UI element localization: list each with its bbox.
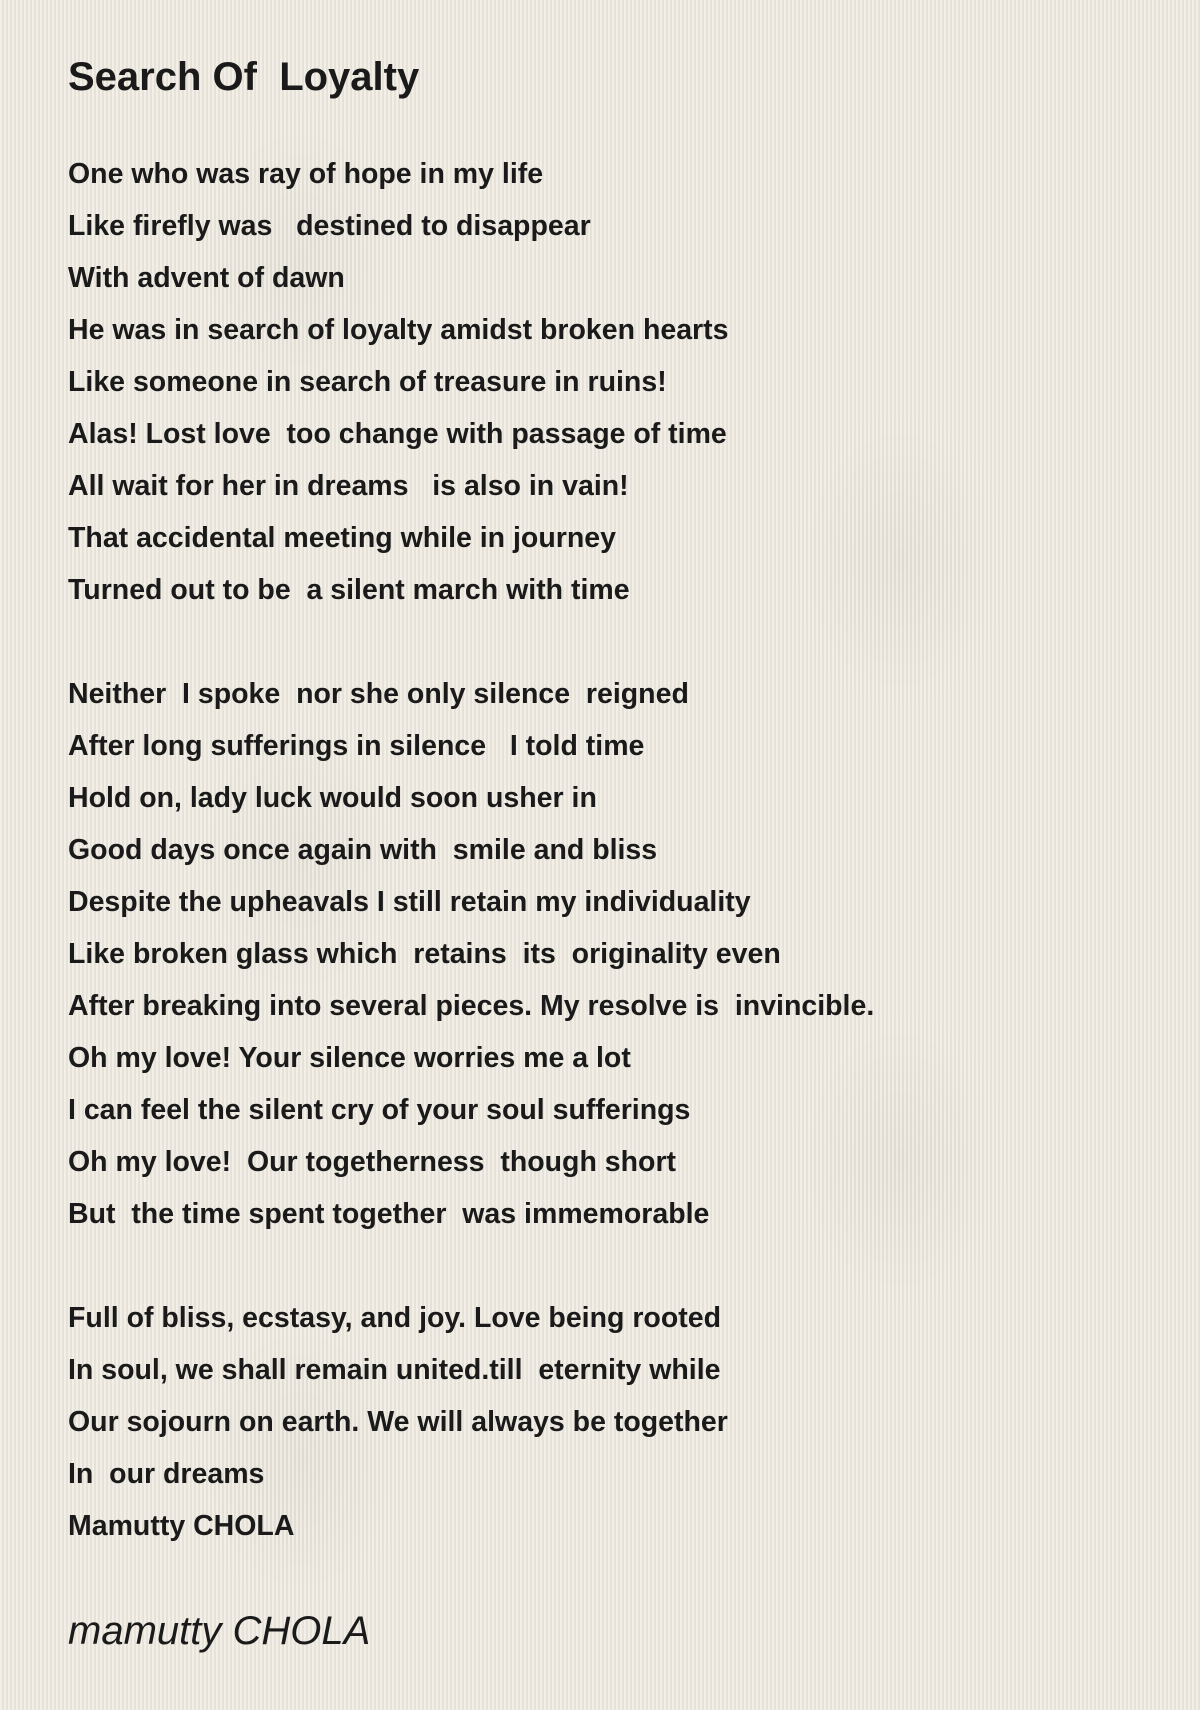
poem-line: Oh my love! Our togetherness though short bbox=[68, 1146, 677, 1178]
poem-line: With advent of dawn bbox=[68, 262, 345, 294]
poem-line: In soul, we shall remain united.till eternity while bbox=[68, 1354, 721, 1386]
stanza-2 bbox=[68, 668, 1148, 1240]
poem-line: Turned out to be a silent march with time bbox=[68, 574, 630, 606]
poem-line: Oh my love! Your silence worries me a lot bbox=[68, 1042, 631, 1074]
poem-line: I can feel the silent cry of your soul sufferings bbox=[68, 1094, 691, 1126]
poem-line: Neither I spoke nor she only silence reigned bbox=[68, 678, 689, 710]
poem-line: After breaking into several pieces. My resolve is invincible. bbox=[68, 990, 875, 1022]
poem-page bbox=[68, 50, 1148, 1658]
poem-line: Hold on, lady luck would soon usher in bbox=[68, 782, 597, 814]
poem-line: That accidental meeting while in journey bbox=[68, 522, 616, 554]
poem-line: Our sojourn on earth. We will always be together bbox=[68, 1406, 728, 1438]
poem-line: Alas! Lost love too change with passage of time bbox=[68, 418, 727, 450]
poem-line: Like someone in search of treasure in ruins! bbox=[68, 366, 667, 398]
author-signature: mamutty CHOLA bbox=[68, 1609, 371, 1653]
poem-line: But the time spent together was immemorable bbox=[68, 1198, 710, 1230]
poem-line: Like broken glass which retains its originality even bbox=[68, 938, 781, 970]
poem-line: Full of bliss, ecstasy, and joy. Love being rooted bbox=[68, 1302, 721, 1334]
poem-title: Search Of Loyalty bbox=[68, 55, 420, 99]
poem-line: Mamutty CHOLA bbox=[68, 1510, 295, 1542]
stanza-3 bbox=[68, 1292, 1148, 1552]
poem-line: In our dreams bbox=[68, 1458, 265, 1490]
poem-line: Like firefly was destined to disappear bbox=[68, 210, 591, 242]
stanza-1 bbox=[68, 148, 1148, 616]
poem-line: Good days once again with smile and bliss bbox=[68, 834, 658, 866]
poem-line: He was in search of loyalty amidst broken hearts bbox=[68, 314, 729, 346]
poem-line: After long sufferings in silence I told time bbox=[68, 730, 645, 762]
poem-line: One who was ray of hope in my life bbox=[68, 158, 544, 190]
poem-line: All wait for her in dreams is also in vain! bbox=[68, 470, 629, 502]
poem-line: Despite the upheavals I still retain my individuality bbox=[68, 886, 751, 918]
